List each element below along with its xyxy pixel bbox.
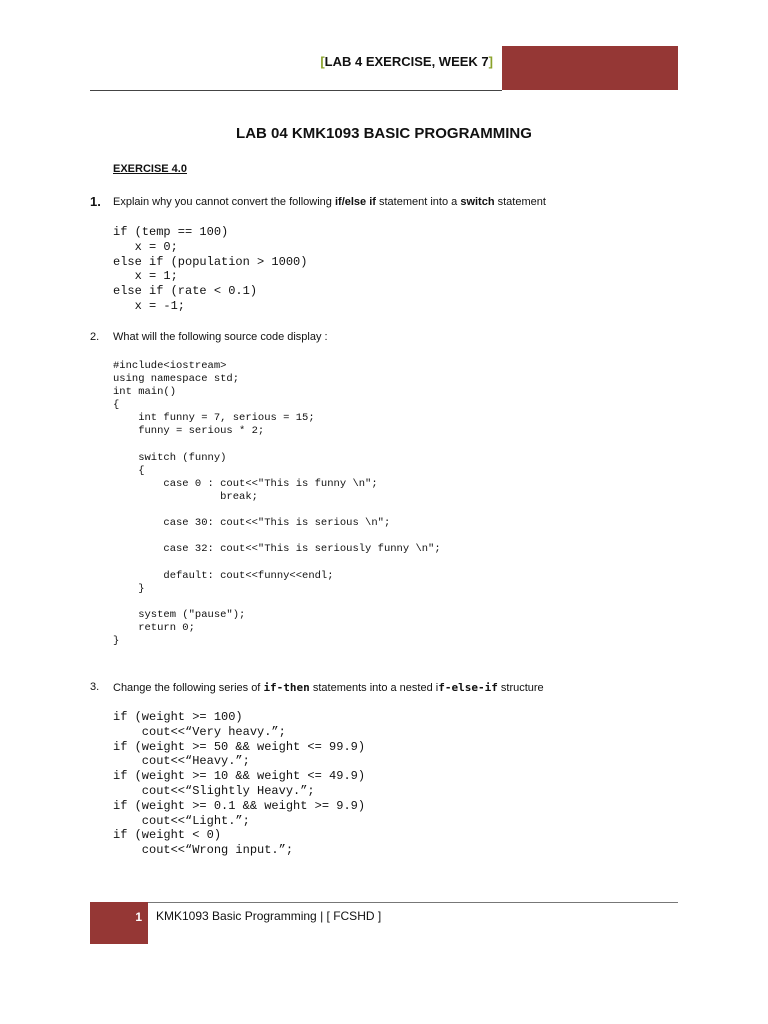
question-3-text-part: statements into a nested i bbox=[309, 682, 439, 694]
question-1-keyword-switch: switch bbox=[460, 196, 495, 208]
question-3-code: if (weight >= 100) cout<<“Very heavy.”; if (weight >= 50 && weight <= 99.9) cout<<“Heavy.”; if (weight >= 10 && weight <= 49.9) cout<<“Slightly Heavy.”; if (weight >= 0.1 && weight >= 9.9) cout<<“Light.”; if (weight < 0) cout<<“Wrong input.”; bbox=[113, 710, 366, 858]
question-2-text: What will the following source code display : bbox=[113, 331, 328, 343]
question-1-number: 1. bbox=[90, 194, 101, 209]
question-2-number: 2. bbox=[90, 331, 100, 343]
question-1-text-part: Explain why you cannot convert the following bbox=[113, 196, 335, 208]
question-3-keyword-ifthen: if-then bbox=[263, 681, 310, 694]
header-rule bbox=[90, 90, 502, 91]
footer-text: KMK1093 Basic Programming | [ FCSHD ] bbox=[156, 909, 382, 923]
question-2-code: #include<iostream> using namespace std; int main() { int funny = 7, serious = 15; funny = serious * 2; switch (funny) { case 0 : cout<<"This is funny \n"; break; case 30: cout<<"This is serious \n"; case 32: cout<<"This is seriously funny \n"; default: cout<<funny<<endl; } system ("pause"); return 0; } bbox=[113, 360, 441, 647]
header-label bbox=[320, 54, 493, 69]
header-close-bracket: ] bbox=[488, 54, 493, 69]
question-3-keyword-ifelseif: f-else-if bbox=[438, 681, 498, 694]
question-1-text bbox=[113, 196, 546, 208]
question-3-number: 3. bbox=[90, 681, 100, 693]
question-1-code: if (temp == 100) x = 0; else if (population > 1000) x = 1; else if (rate < 0.1) x = -1; bbox=[113, 225, 308, 313]
question-1-text-part: statement bbox=[494, 196, 546, 208]
footer-rule bbox=[90, 902, 678, 903]
header-accent-bar bbox=[502, 46, 678, 90]
question-1-keyword-ifelse: if/else if bbox=[334, 196, 376, 208]
header-label-text: LAB 4 EXERCISE, WEEK 7 bbox=[324, 54, 489, 69]
footer-page-number: 1 bbox=[135, 910, 142, 924]
question-3-text-part: Change the following series of bbox=[113, 682, 264, 694]
question-3-text bbox=[113, 681, 544, 694]
question-3-text-part: structure bbox=[497, 682, 544, 694]
exercise-heading: EXERCISE 4.0 bbox=[113, 163, 187, 175]
question-1-text-part: statement into a bbox=[375, 196, 461, 208]
header-open-bracket: [ bbox=[320, 54, 325, 69]
page-title: LAB 04 KMK1093 BASIC PROGRAMMING bbox=[236, 125, 532, 142]
